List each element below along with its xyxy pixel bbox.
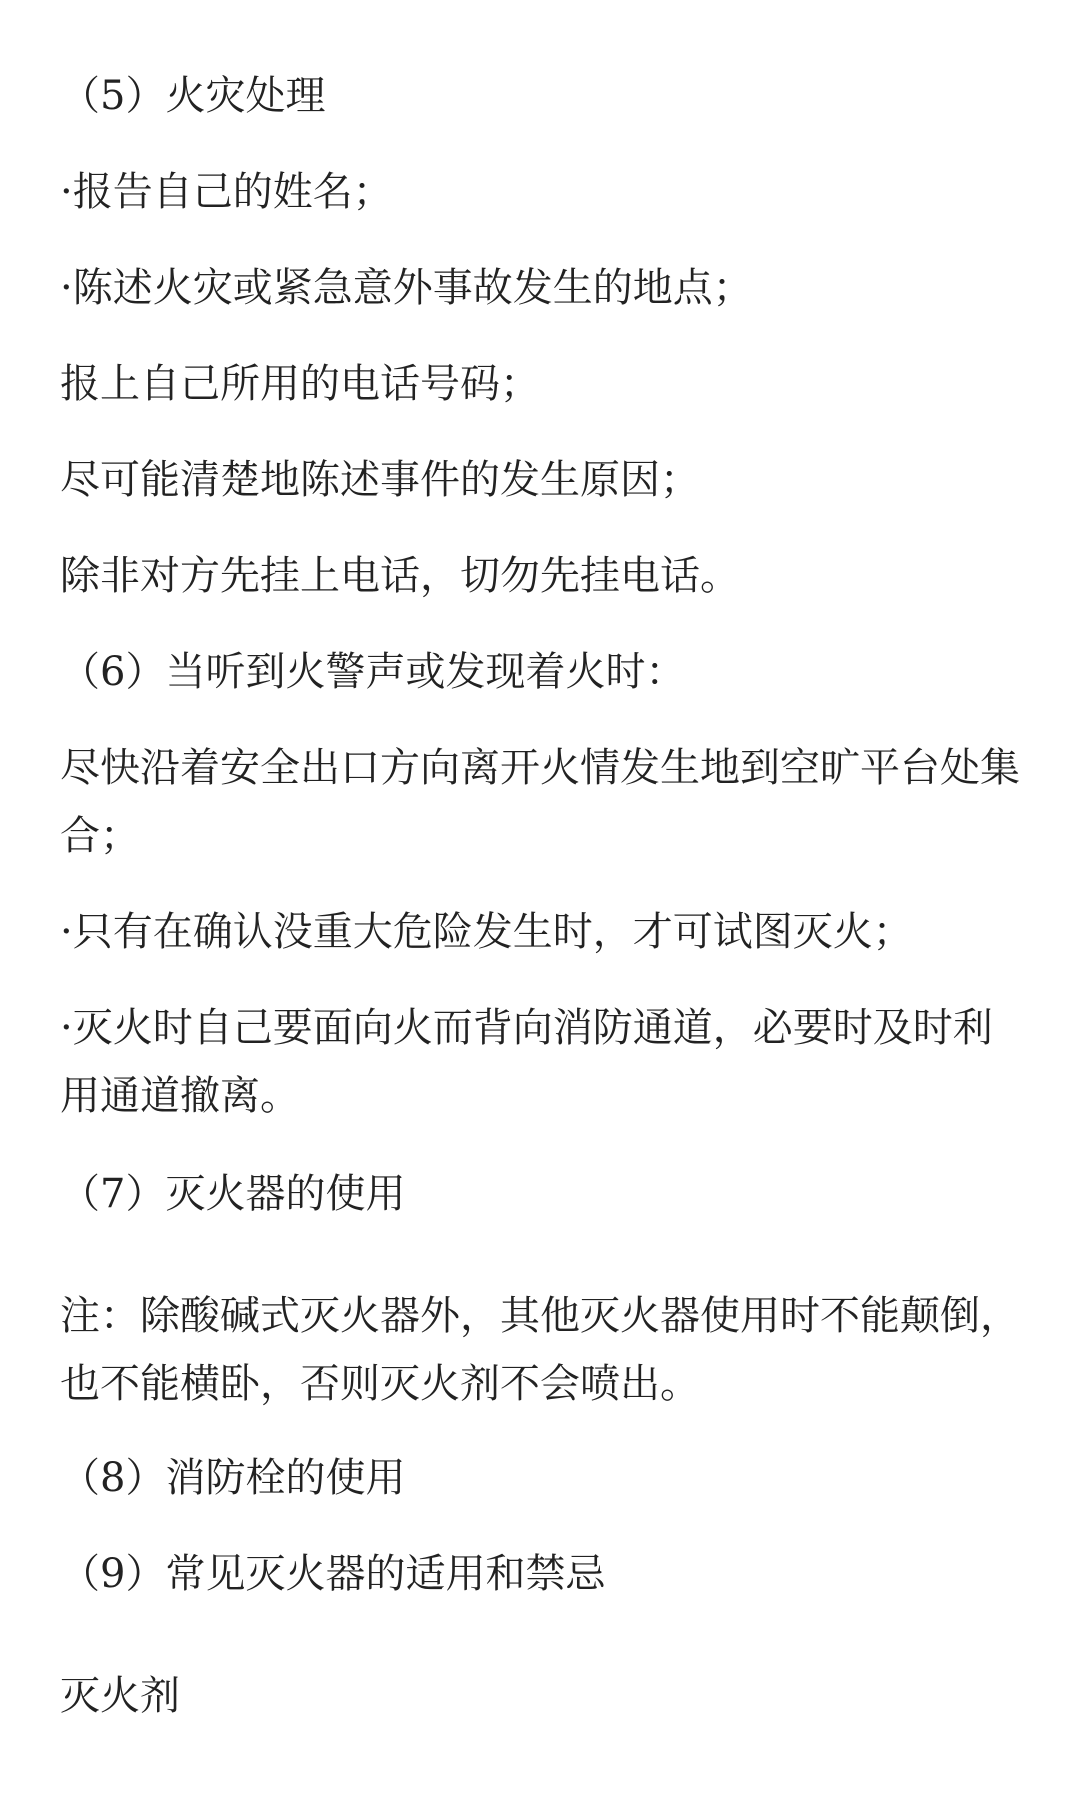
section-heading-hydrant-use: （8）消防栓的使用	[60, 1455, 406, 1501]
bullet-attempt-extinguish: ·只有在确认没重大危险发生时，才可试图灭火；	[60, 909, 913, 955]
text-evacuate-assemble: 尽快沿着安全出口方向离开火情发生地到空旷平台处集合；	[60, 745, 1020, 859]
text-extinguishing-agent: 灭火剂	[60, 1673, 180, 1719]
text-state-cause: 尽可能清楚地陈述事件的发生原因；	[60, 457, 700, 503]
section-heading-fire-handling: （5）火灾处理	[60, 73, 326, 119]
text-do-not-hang-up: 除非对方先挂上电话，切勿先挂电话。	[60, 553, 740, 599]
section-heading-extinguisher-use: （7）灭火器的使用	[60, 1171, 406, 1217]
section-heading-extinguisher-types: （9）常见灭火器的适用和禁忌	[60, 1551, 606, 1597]
text-report-phone: 报上自己所用的电话号码；	[60, 361, 540, 407]
bullet-face-fire: ·灭火时自己要面向火而背向消防通道，必要时及时利用通道撤离。	[60, 1005, 993, 1119]
bullet-state-location: ·陈述火灾或紧急意外事故发生的地点；	[60, 265, 753, 311]
section-heading-fire-alarm: （6）当听到火警声或发现着火时：	[60, 649, 686, 695]
note-extinguisher-orientation: 注：除酸碱式灭火器外，其他灭火器使用时不能颠倒，也不能横卧，否则灭火剂不会喷出。	[60, 1293, 1020, 1407]
bullet-report-name: ·报告自己的姓名；	[60, 169, 393, 215]
